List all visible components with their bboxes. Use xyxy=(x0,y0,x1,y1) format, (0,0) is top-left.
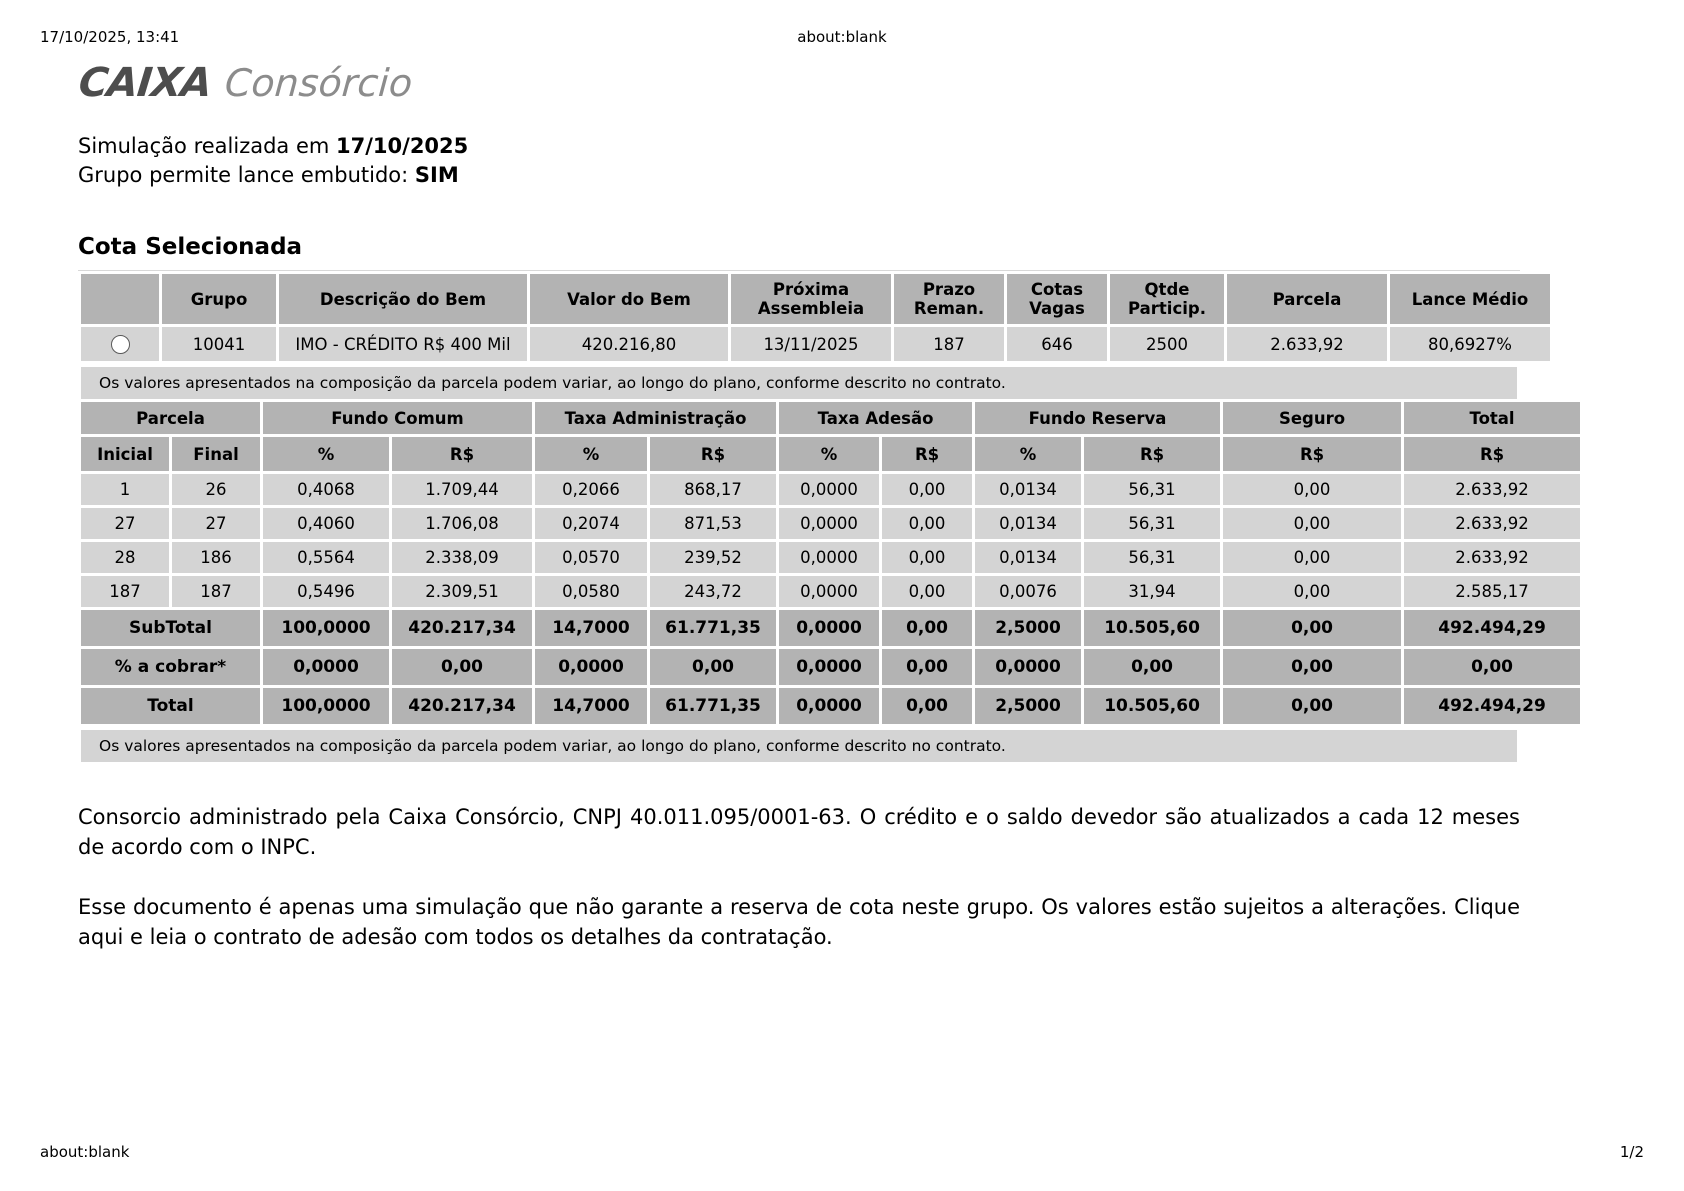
total-seguro-rs: 0,00 xyxy=(1223,688,1401,724)
print-footer-url: about:blank xyxy=(40,1143,130,1161)
qtde-particip-line1: Qtde xyxy=(1144,280,1190,299)
group-header-taxa-administracao: Taxa Administração xyxy=(535,402,776,434)
subtotal-fc-pct: 100,0000 xyxy=(263,610,389,646)
row-inicial: 28 xyxy=(81,542,169,573)
print-header xyxy=(0,28,1684,48)
sub-header-tad-pct: % xyxy=(779,437,879,471)
row-fr-rs: 56,31 xyxy=(1084,508,1220,539)
qtde-particip-line2: Particip. xyxy=(1128,299,1206,318)
quota-col-proxima-assembleia xyxy=(731,274,891,324)
row-tad-pct: 0,0000 xyxy=(779,576,879,607)
quota-table xyxy=(78,271,1553,364)
row-fc-rs: 1.706,08 xyxy=(392,508,532,539)
subtotal-tad-rs: 0,00 xyxy=(882,610,972,646)
total-ta-rs: 61.771,35 xyxy=(650,688,776,724)
row-ta-pct: 0,0580 xyxy=(535,576,647,607)
quota-table-note: Os valores apresentados na composição da parcela podem variar, ao longo do plano, conforme descrito no contrato. xyxy=(81,367,1517,399)
lance-embutido-label: Grupo permite lance embutido: xyxy=(78,163,415,187)
row-tad-rs: 0,00 xyxy=(882,508,972,539)
subtotal-tad-pct: 0,0000 xyxy=(779,610,879,646)
subtotal-fr-pct: 2,5000 xyxy=(975,610,1081,646)
sub-header-fc-pct: % xyxy=(263,437,389,471)
print-header-datetime: 17/10/2025, 13:41 xyxy=(40,28,180,46)
prazo-reman-line1: Prazo xyxy=(922,280,976,299)
quota-proxima-assembleia: 13/11/2025 xyxy=(731,327,891,361)
quota-note-wrap xyxy=(78,367,1520,399)
quota-col-lance-medio: Lance Médio xyxy=(1390,274,1550,324)
row-total-rs: 2.633,92 xyxy=(1404,542,1580,573)
row-fr-rs: 56,31 xyxy=(1084,542,1220,573)
row-fr-rs: 31,94 xyxy=(1084,576,1220,607)
row-final: 186 xyxy=(172,542,260,573)
quota-col-parcela: Parcela xyxy=(1227,274,1387,324)
a-cobrar-row xyxy=(81,649,1580,685)
sub-header-ta-pct: % xyxy=(535,437,647,471)
quota-parcela: 2.633,92 xyxy=(1227,327,1387,361)
a-cobrar-fc-rs: 0,00 xyxy=(392,649,532,685)
subtotal-seguro-rs: 0,00 xyxy=(1223,610,1401,646)
simulation-date-label: Simulação realizada em xyxy=(78,134,337,158)
row-seguro-rs: 0,00 xyxy=(1223,542,1401,573)
quota-col-cotas-vagas xyxy=(1007,274,1107,324)
total-tad-pct: 0,0000 xyxy=(779,688,879,724)
sub-header-ta-rs: R$ xyxy=(650,437,776,471)
row-tad-pct: 0,0000 xyxy=(779,508,879,539)
row-ta-pct: 0,2074 xyxy=(535,508,647,539)
a-cobrar-seguro-rs: 0,00 xyxy=(1223,649,1401,685)
sub-header-total-rs: R$ xyxy=(1404,437,1580,471)
row-ta-rs: 871,53 xyxy=(650,508,776,539)
a-cobrar-ta-rs: 0,00 xyxy=(650,649,776,685)
quota-select-radio[interactable] xyxy=(111,335,130,354)
composition-table xyxy=(78,399,1583,727)
row-final: 187 xyxy=(172,576,260,607)
quota-col-qtde-particip xyxy=(1110,274,1224,324)
total-ta-pct: 14,7000 xyxy=(535,688,647,724)
row-fr-rs: 56,31 xyxy=(1084,474,1220,505)
quota-table-row xyxy=(81,327,1550,361)
quota-grupo: 10041 xyxy=(162,327,276,361)
quota-col-prazo-reman xyxy=(894,274,1004,324)
cotas-vagas-line2: Vagas xyxy=(1029,299,1085,318)
quota-col-valor-bem: Valor do Bem xyxy=(530,274,728,324)
total-fc-rs: 420.217,34 xyxy=(392,688,532,724)
row-fc-rs: 1.709,44 xyxy=(392,474,532,505)
total-fr-rs: 10.505,60 xyxy=(1084,688,1220,724)
quota-prazo-reman: 187 xyxy=(894,327,1004,361)
sub-header-final: Final xyxy=(172,437,260,471)
a-cobrar-ta-pct: 0,0000 xyxy=(535,649,647,685)
simulation-date-line xyxy=(78,132,1520,161)
row-fr-pct: 0,0134 xyxy=(975,542,1081,573)
consorcio-wordmark: Consórcio xyxy=(223,61,414,105)
subtotal-fc-rs: 420.217,34 xyxy=(392,610,532,646)
group-header-seguro: Seguro xyxy=(1223,402,1401,434)
a-cobrar-fc-pct: 0,0000 xyxy=(263,649,389,685)
quota-cotas-vagas: 646 xyxy=(1007,327,1107,361)
row-final: 26 xyxy=(172,474,260,505)
print-header-url: about:blank xyxy=(797,28,887,46)
disclaimer-paragraph-1: Consorcio administrado pela Caixa Consórcio, CNPJ 40.011.095/0001-63. O crédito e o saldo devedor são atualizados a cada 12 meses de acordo com o INPC. xyxy=(78,805,1520,859)
row-fc-pct: 0,5564 xyxy=(263,542,389,573)
sub-header-inicial: Inicial xyxy=(81,437,169,471)
sub-header-tad-rs: R$ xyxy=(882,437,972,471)
sub-header-fc-rs: R$ xyxy=(392,437,532,471)
simulation-intro xyxy=(78,132,1520,190)
row-seguro-rs: 0,00 xyxy=(1223,576,1401,607)
table-row xyxy=(81,542,1580,573)
row-tad-pct: 0,0000 xyxy=(779,474,879,505)
a-cobrar-tad-rs: 0,00 xyxy=(882,649,972,685)
row-fc-rs: 2.309,51 xyxy=(392,576,532,607)
a-cobrar-total-rs: 0,00 xyxy=(1404,649,1580,685)
total-fc-pct: 100,0000 xyxy=(263,688,389,724)
quota-select-cell[interactable] xyxy=(81,327,159,361)
row-tad-rs: 0,00 xyxy=(882,474,972,505)
group-header-total: Total xyxy=(1404,402,1580,434)
group-header-parcela: Parcela xyxy=(81,402,260,434)
table-row xyxy=(81,474,1580,505)
row-fc-pct: 0,4060 xyxy=(263,508,389,539)
sub-header-fr-rs: R$ xyxy=(1084,437,1220,471)
a-cobrar-label: % a cobrar* xyxy=(81,649,260,685)
group-header-taxa-adesao: Taxa Adesão xyxy=(779,402,972,434)
row-inicial: 187 xyxy=(81,576,169,607)
sub-header-seguro-rs: R$ xyxy=(1223,437,1401,471)
table-row xyxy=(81,576,1580,607)
quota-table-header-row xyxy=(81,274,1550,324)
row-tad-pct: 0,0000 xyxy=(779,542,879,573)
row-total-rs: 2.633,92 xyxy=(1404,474,1580,505)
row-fc-pct: 0,4068 xyxy=(263,474,389,505)
table-row xyxy=(81,508,1580,539)
quota-col-descricao-bem: Descrição do Bem xyxy=(279,274,527,324)
proxima-assembleia-line2: Assembleia xyxy=(757,299,865,318)
row-ta-pct: 0,0570 xyxy=(535,542,647,573)
row-fc-pct: 0,5496 xyxy=(263,576,389,607)
simulation-date-value: 17/10/2025 xyxy=(336,134,469,158)
row-total-rs: 2.585,17 xyxy=(1404,576,1580,607)
cotas-vagas-line1: Cotas xyxy=(1030,280,1084,299)
subtotal-ta-pct: 14,7000 xyxy=(535,610,647,646)
a-cobrar-fr-pct: 0,0000 xyxy=(975,649,1081,685)
group-header-fundo-reserva: Fundo Reserva xyxy=(975,402,1220,434)
lance-embutido-line xyxy=(78,161,1520,190)
subtotal-label: SubTotal xyxy=(81,610,260,646)
total-total-rs: 492.494,29 xyxy=(1404,688,1580,724)
row-ta-pct: 0,2066 xyxy=(535,474,647,505)
total-fr-pct: 2,5000 xyxy=(975,688,1081,724)
row-total-rs: 2.633,92 xyxy=(1404,508,1580,539)
row-fr-pct: 0,0134 xyxy=(975,508,1081,539)
row-tad-rs: 0,00 xyxy=(882,542,972,573)
subtotal-total-rs: 492.494,29 xyxy=(1404,610,1580,646)
section-title-cota-selecionada: Cota Selecionada xyxy=(78,234,303,260)
row-tad-rs: 0,00 xyxy=(882,576,972,607)
caixa-wordmark: CAIXA xyxy=(76,60,214,106)
composition-sub-header-row xyxy=(81,437,1580,471)
row-inicial: 1 xyxy=(81,474,169,505)
composition-group-header-row xyxy=(81,402,1580,434)
subtotal-ta-rs: 61.771,35 xyxy=(650,610,776,646)
sub-header-fr-pct: % xyxy=(975,437,1081,471)
lance-embutido-value: SIM xyxy=(414,163,459,187)
row-fr-pct: 0,0076 xyxy=(975,576,1081,607)
row-inicial: 27 xyxy=(81,508,169,539)
print-footer-page-number: 1/2 xyxy=(1619,1143,1644,1161)
total-label: Total xyxy=(81,688,260,724)
print-footer xyxy=(0,1143,1684,1163)
row-ta-rs: 243,72 xyxy=(650,576,776,607)
quota-qtde-particip: 2500 xyxy=(1110,327,1224,361)
quota-col-select xyxy=(81,274,159,324)
caixa-consorcio-logo xyxy=(78,60,1520,106)
row-final: 27 xyxy=(172,508,260,539)
a-cobrar-fr-rs: 0,00 xyxy=(1084,649,1220,685)
quota-valor-bem: 420.216,80 xyxy=(530,327,728,361)
disclaimer-paragraph-2: Esse documento é apenas uma simulação que não garante a reserva de cota neste grupo. Os valores estão sujeitos a alterações. Clique aqui e leia o contrato de adesão com todos os detalhes da contratação. xyxy=(78,895,1520,949)
total-row xyxy=(81,688,1580,724)
composition-table-note: Os valores apresentados na composição da parcela podem variar, ao longo do plano, conforme descrito no contrato. xyxy=(81,730,1517,762)
row-fr-pct: 0,0134 xyxy=(975,474,1081,505)
row-fc-rs: 2.338,09 xyxy=(392,542,532,573)
composition-note-wrap xyxy=(78,730,1520,762)
document-content xyxy=(76,60,1546,952)
prazo-reman-line2: Reman. xyxy=(913,299,985,318)
quota-lance-medio: 80,6927% xyxy=(1390,327,1550,361)
a-cobrar-tad-pct: 0,0000 xyxy=(779,649,879,685)
quota-descricao-bem: IMO - CRÉDITO R$ 400 Mil xyxy=(279,327,527,361)
row-ta-rs: 868,17 xyxy=(650,474,776,505)
proxima-assembleia-line1: Próxima xyxy=(772,280,850,299)
row-ta-rs: 239,52 xyxy=(650,542,776,573)
row-seguro-rs: 0,00 xyxy=(1223,474,1401,505)
group-header-fundo-comum: Fundo Comum xyxy=(263,402,532,434)
total-tad-rs: 0,00 xyxy=(882,688,972,724)
row-seguro-rs: 0,00 xyxy=(1223,508,1401,539)
subtotal-fr-rs: 10.505,60 xyxy=(1084,610,1220,646)
quota-col-grupo: Grupo xyxy=(162,274,276,324)
subtotal-row xyxy=(81,610,1580,646)
